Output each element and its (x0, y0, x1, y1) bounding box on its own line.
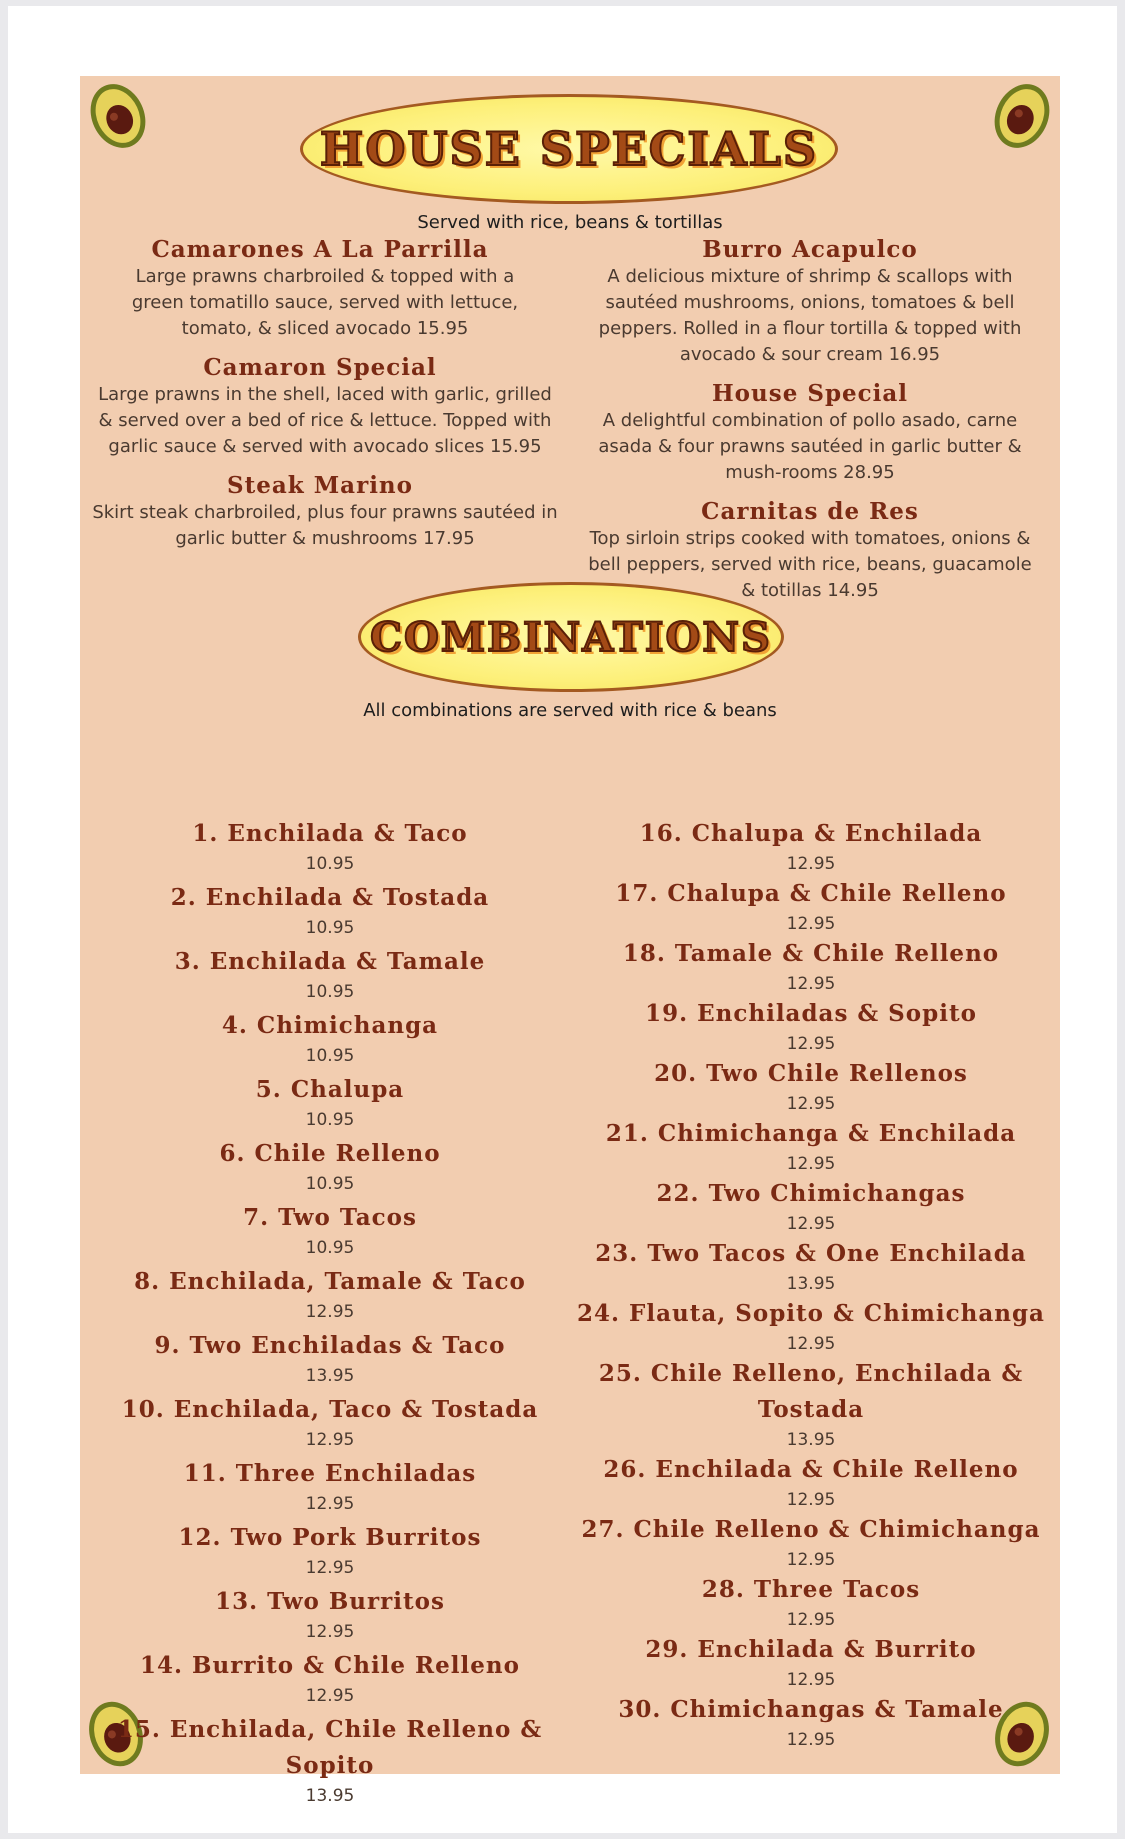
house-specials-subtitle: Served with rice, beans & tortillas (417, 212, 723, 233)
combo-item (100, 1328, 560, 1388)
combo-price: 12.95 (786, 854, 836, 874)
combo-item (100, 1200, 560, 1260)
combo-name: 7. Two Tacos (243, 1204, 417, 1231)
combo-price: 12.95 (786, 1490, 836, 1510)
combo-item (100, 1392, 560, 1452)
combo-price: 10.95 (305, 854, 355, 874)
dish-description: Skirt steak charbroiled, plus four prawns sautéed in garlic butter & mushrooms 17.95 (92, 502, 558, 549)
combo-name: 12. Two Pork Burritos (178, 1524, 482, 1551)
combo-name: 8. Enchilada, Tamale & Taco (134, 1268, 526, 1295)
combo-price: 10.95 (305, 1238, 355, 1258)
combo-item (576, 1056, 1046, 1116)
combo-price: 12.95 (786, 1094, 836, 1114)
dish-title: Burro Acapulco (702, 236, 918, 263)
combo-price: 12.95 (305, 1430, 355, 1450)
combo-item (576, 1236, 1046, 1296)
combo-name: 30. Chimichangas & Tamale (618, 1696, 1004, 1723)
combo-price: 12.95 (786, 1550, 836, 1570)
combo-name: 15. Enchilada, Chile Relleno & Sopito (117, 1716, 543, 1779)
combo-item (100, 1136, 560, 1196)
combo-item (576, 936, 1046, 996)
combo-item (100, 1456, 560, 1516)
house-specials-banner (300, 94, 838, 204)
combo-item (100, 1072, 560, 1132)
combo-name: 13. Two Burritos (215, 1588, 445, 1615)
combo-name: 2. Enchilada & Tostada (170, 884, 490, 911)
dish-description: A delightful combination of pollo asado, carne asada & four prawns sautéed in garlic butter & mush-rooms 28.95 (598, 410, 1022, 483)
menu-panel (80, 76, 1060, 1806)
combo-name: 18. Tamale & Chile Relleno (622, 940, 1000, 967)
combo-item (576, 1296, 1046, 1356)
combo-price: 12.95 (305, 1686, 355, 1706)
dish-title: Carnitas de Res (701, 498, 919, 525)
combo-price: 12.95 (305, 1494, 355, 1514)
combo-item (100, 1008, 560, 1068)
combinations-banner (358, 582, 784, 692)
combo-price: 13.95 (786, 1430, 836, 1450)
combo-item (576, 1632, 1046, 1692)
combo-price: 12.95 (786, 1034, 836, 1054)
combinations-subtitle: All combinations are served with rice & beans (363, 700, 777, 721)
combo-item (100, 1520, 560, 1580)
combo-item (576, 996, 1046, 1056)
combo-price: 10.95 (305, 1046, 355, 1066)
combo-name: 4. Chimichanga (221, 1012, 439, 1039)
avocado-icon (73, 68, 163, 164)
combo-name: 3. Enchilada & Tamale (174, 948, 486, 975)
combo-item (576, 1176, 1046, 1236)
house-specials-title: HOUSE SPECIALS (319, 122, 819, 176)
combo-name: 1. Enchilada & Taco (192, 820, 468, 847)
combo-price: 13.95 (305, 1366, 355, 1386)
combo-name: 25. Chile Relleno, Enchilada & Tostada (598, 1360, 1024, 1423)
combo-item (576, 816, 1046, 876)
combo-price: 12.95 (786, 974, 836, 994)
combo-price: 13.95 (786, 1274, 836, 1294)
combo-item (576, 1116, 1046, 1176)
combo-price: 10.95 (305, 1174, 355, 1194)
combo-name: 20. Two Chile Rellenos (654, 1060, 968, 1087)
combo-item (100, 1264, 560, 1324)
combo-name: 27. Chile Relleno & Chimichanga (581, 1516, 1041, 1543)
combo-item (576, 1692, 1046, 1752)
combo-name: 29. Enchilada & Burrito (645, 1636, 977, 1663)
combo-name: 9. Two Enchiladas & Taco (154, 1332, 506, 1359)
combo-price: 12.95 (786, 1610, 836, 1630)
combo-item (100, 880, 560, 940)
combo-item (100, 1584, 560, 1644)
combo-item (576, 876, 1046, 936)
dish-title: Camaron Special (203, 354, 437, 381)
combo-name: 23. Two Tacos & One Enchilada (595, 1240, 1027, 1267)
combo-name: 24. Flauta, Sopito & Chimichanga (577, 1300, 1045, 1327)
dish-title: Steak Marino (227, 472, 413, 499)
combo-name: 16. Chalupa & Enchilada (639, 820, 983, 847)
combinations-right-column (576, 816, 1046, 1752)
combo-price: 12.95 (786, 914, 836, 934)
combo-price: 12.95 (305, 1302, 355, 1322)
menu-sheet (8, 6, 1117, 1833)
combo-price: 12.95 (786, 1154, 836, 1174)
combo-price: 12.95 (305, 1558, 355, 1578)
combo-name: 6. Chile Relleno (219, 1140, 441, 1167)
combo-name: 28. Three Tacos (701, 1576, 921, 1603)
combo-name: 22. Two Chimichangas (656, 1180, 966, 1207)
combo-price: 10.95 (305, 1110, 355, 1130)
combo-name: 17. Chalupa & Chile Relleno (615, 880, 1007, 907)
combo-price: 10.95 (305, 918, 355, 938)
combo-price: 10.95 (305, 982, 355, 1002)
combo-item (576, 1572, 1046, 1632)
combo-item (576, 1512, 1046, 1572)
combo-name: 11. Three Enchiladas (183, 1460, 477, 1487)
combo-price: 12.95 (786, 1670, 836, 1690)
combo-item (576, 1452, 1046, 1512)
combo-item (100, 944, 560, 1004)
combo-name: 10. Enchilada, Taco & Tostada (121, 1396, 539, 1423)
combo-price: 12.95 (786, 1334, 836, 1354)
combo-item (576, 1356, 1046, 1452)
combo-item (100, 816, 560, 876)
combinations-left-column (100, 816, 560, 1812)
combo-item (100, 1648, 560, 1708)
combo-price: 12.95 (786, 1214, 836, 1234)
dish-description: Top sirloin strips cooked with tomatoes, onions & bell peppers, served with rice, beans, guacamole & totillas 14.95 (588, 528, 1032, 601)
combo-name: 19. Enchiladas & Sopito (645, 1000, 977, 1027)
dish-description: Large prawns in the shell, laced with garlic, grilled & served over a bed of rice & lettuce. Topped with garlic sauce & served with avocado slices 15.95 (98, 384, 552, 457)
combo-name: 14. Burrito & Chile Relleno (140, 1652, 520, 1679)
combo-name: 5. Chalupa (255, 1076, 405, 1103)
dish-title: Camarones A La Parrilla (151, 236, 489, 263)
combo-name: 26. Enchilada & Chile Relleno (603, 1456, 1019, 1483)
combo-price: 12.95 (786, 1730, 836, 1750)
combo-item (100, 1712, 560, 1808)
combo-price: 12.95 (305, 1622, 355, 1642)
dish-description: A delicious mixture of shrimp & scallops with sautéed mushrooms, onions, tomatoes & bell peppers. Rolled in a flour tortilla & topped with avocado & sour cream 16.95 (598, 266, 1022, 365)
combo-price: 13.95 (305, 1786, 355, 1806)
avocado-icon (977, 68, 1067, 164)
combo-name: 21. Chimichanga & Enchilada (605, 1120, 1017, 1147)
combinations-title: COMBINATIONS (370, 613, 772, 661)
dish-title: House Special (711, 380, 909, 407)
dish-description: Large prawns charbroiled & topped with a green tomatillo sauce, served with lettuce, tomato, & sliced avocado 15.95 (131, 266, 519, 339)
